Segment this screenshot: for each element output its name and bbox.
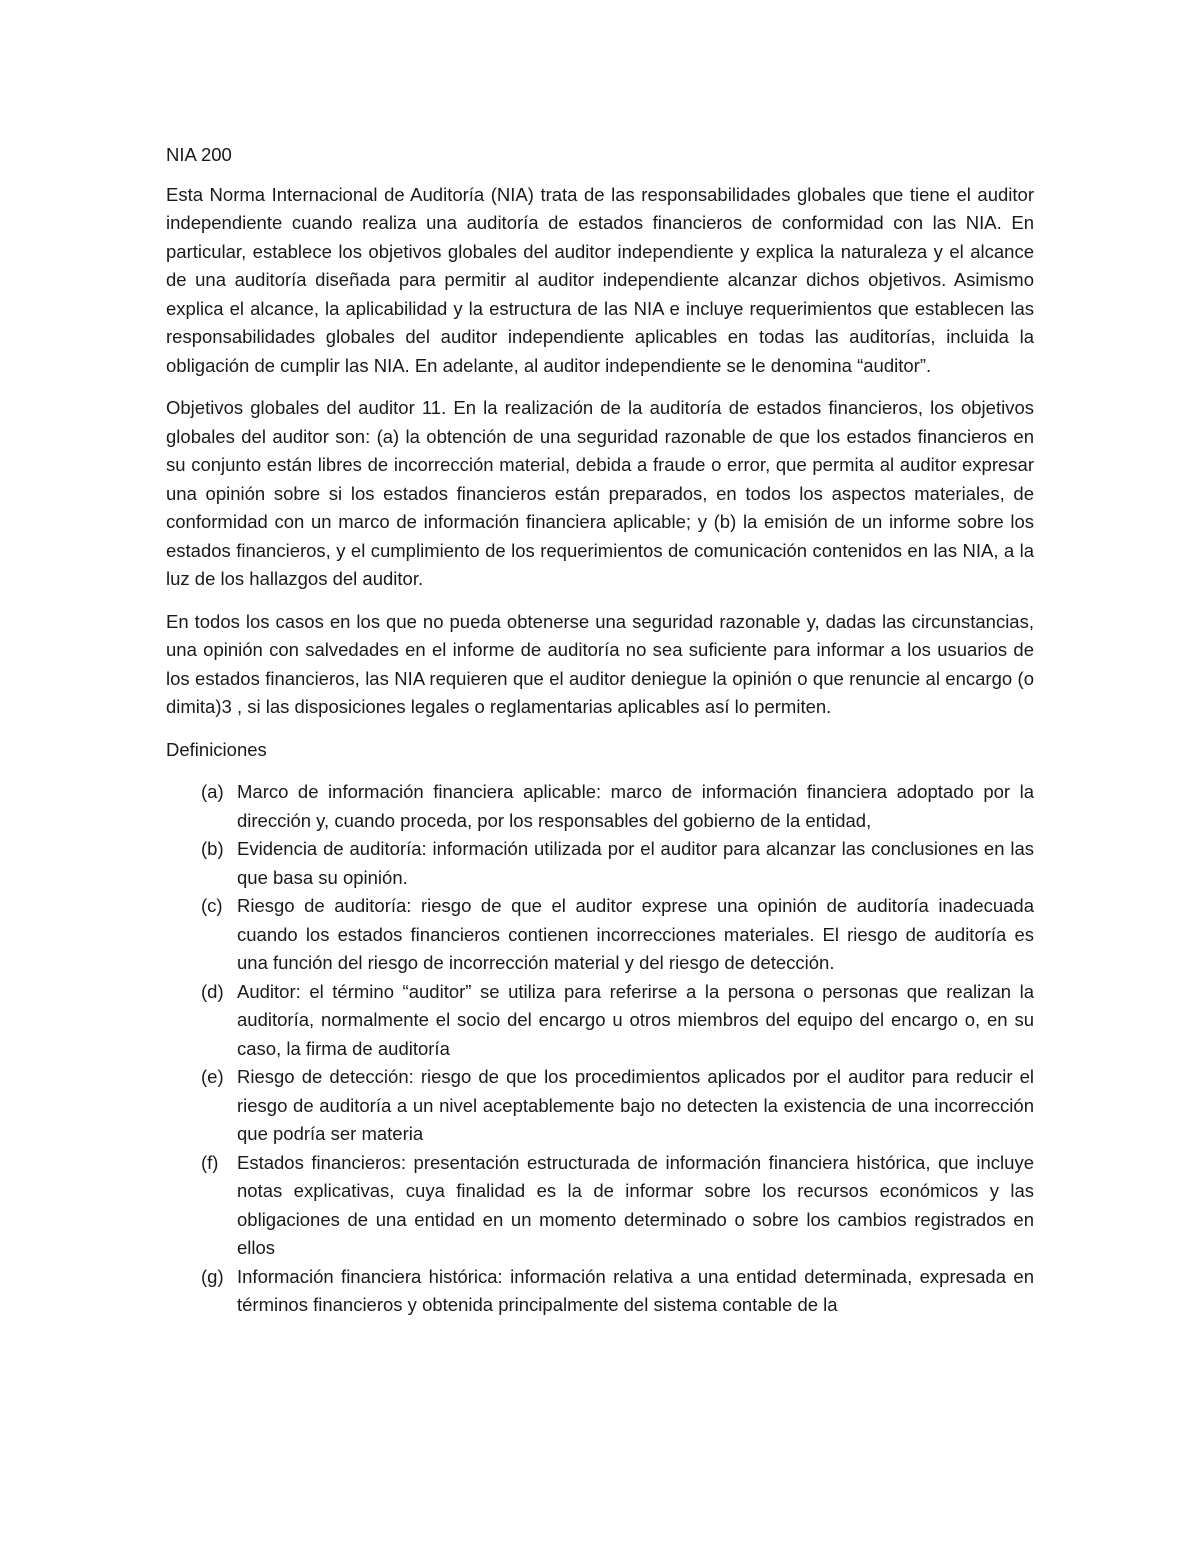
definition-item xyxy=(166,1149,1034,1263)
definition-letter: (c) xyxy=(201,895,223,916)
document-page xyxy=(166,141,1034,1320)
definition-item xyxy=(166,1263,1034,1320)
definition-letter: (e) xyxy=(201,1066,224,1087)
definition-letter: (a) xyxy=(201,781,224,802)
intro-paragraph: Esta Norma Internacional de Auditoría (NIA) trata de las responsabilidades globales que tiene el auditor independiente cuando realiza una auditoría de estados financieros de conformidad con las NIA. En particular, establece los objetivos globales del auditor independiente y explica la naturaleza y el alcance de una auditoría diseñada para permitir al auditor independiente alcanzar dichos objetivos. Asimismo explica el alcance, la aplicabilidad y la estructura de las NIA e incluye requerimientos que establecen las responsabilidades globales del auditor independiente aplicables en todas las auditorías, incluida la obligación de cumplir las NIA. En adelante, al auditor independiente se le denomina “auditor”. xyxy=(166,183,1034,376)
definition-letter: (f) xyxy=(201,1151,219,1173)
definition-letter: (d) xyxy=(201,980,224,1002)
definition-item xyxy=(166,892,1034,978)
definition-letter: (b) xyxy=(201,838,224,859)
definition-text: Riesgo de detección: riesgo de que los procedimientos aplicados por el auditor para reducir el riesgo de auditoría a un nivel aceptablemente bajo no detecten la existencia de una incorrección que podría ser materia xyxy=(237,1066,1034,1144)
objectives-paragraph: Objetivos globales del auditor 11. En la realización de la auditoría de estados financieros, los objetivos globales del auditor son: (a) la obtención de una seguridad razonable de que los estados financieros en su conjunto están libres de incorrección material, debida a fraude o error, que permita al auditor expresar una opinión sobre si los estados financieros están preparados, en todos los aspectos materiales, de conformidad con un marco de información financiera aplicable; y (b) la emisión de un informe sobre los estados financieros, y el cumplimiento de los requerimientos de comunicación contenidos en las NIA, a la luz de los hallazgos del auditor. xyxy=(166,397,1034,589)
definition-item xyxy=(166,978,1034,1064)
definition-text: Auditor: el término “auditor” se utiliza para referirse a la persona o personas que realizan la auditoría, normalmente el socio del encargo u otros miembros del equipo del encargo o, en su caso, la firma de auditoría xyxy=(237,980,1034,1059)
definition-text: Información financiera histórica: información relativa a una entidad determinada, expresada en términos financieros y obtenida principalmente del sistema contable de la xyxy=(237,1265,1034,1315)
definition-text: Evidencia de auditoría: información utilizada por el auditor para alcanzar las conclusiones en las que basa su opinión. xyxy=(237,838,1034,888)
definition-item xyxy=(166,778,1034,835)
definitions-heading: Definiciones xyxy=(166,738,267,760)
definition-item xyxy=(166,835,1034,892)
definition-letter: (g) xyxy=(201,1265,224,1287)
document-title: NIA 200 xyxy=(166,144,232,165)
definition-item xyxy=(166,1063,1034,1149)
definitions-list xyxy=(166,778,1034,1320)
reasonable-assurance-paragraph: En todos los casos en los que no pueda obtenerse una seguridad razonable y, dadas las circunstancias, una opinión con salvedades en el informe de auditoría no sea suficiente para informar a los usuarios de los estados financieros, las NIA requieren que el auditor deniegue la opinión o que renuncie al encargo (o dimita)3 , si las disposiciones legales o reglamentarias aplicables así lo permiten. xyxy=(166,610,1034,717)
definition-text: Riesgo de auditoría: riesgo de que el auditor exprese una opinión de auditoría inadecuada cuando los estados financieros contienen incorrecciones materiales. El riesgo de auditoría es una función del riesgo de incorrección material y del riesgo de detección. xyxy=(237,895,1034,973)
definition-text: Marco de información financiera aplicable: marco de información financiera adoptado por la dirección y, cuando proceda, por los responsables del gobierno de la entidad, xyxy=(237,781,1034,831)
definition-text: Estados financieros: presentación estructurada de información financiera histórica, que incluye notas explicativas, cuya finalidad es la de informar sobre los recursos económicos y las obligaciones de una entidad en un momento determinado o sobre los cambios registrados en ellos xyxy=(237,1151,1034,1258)
